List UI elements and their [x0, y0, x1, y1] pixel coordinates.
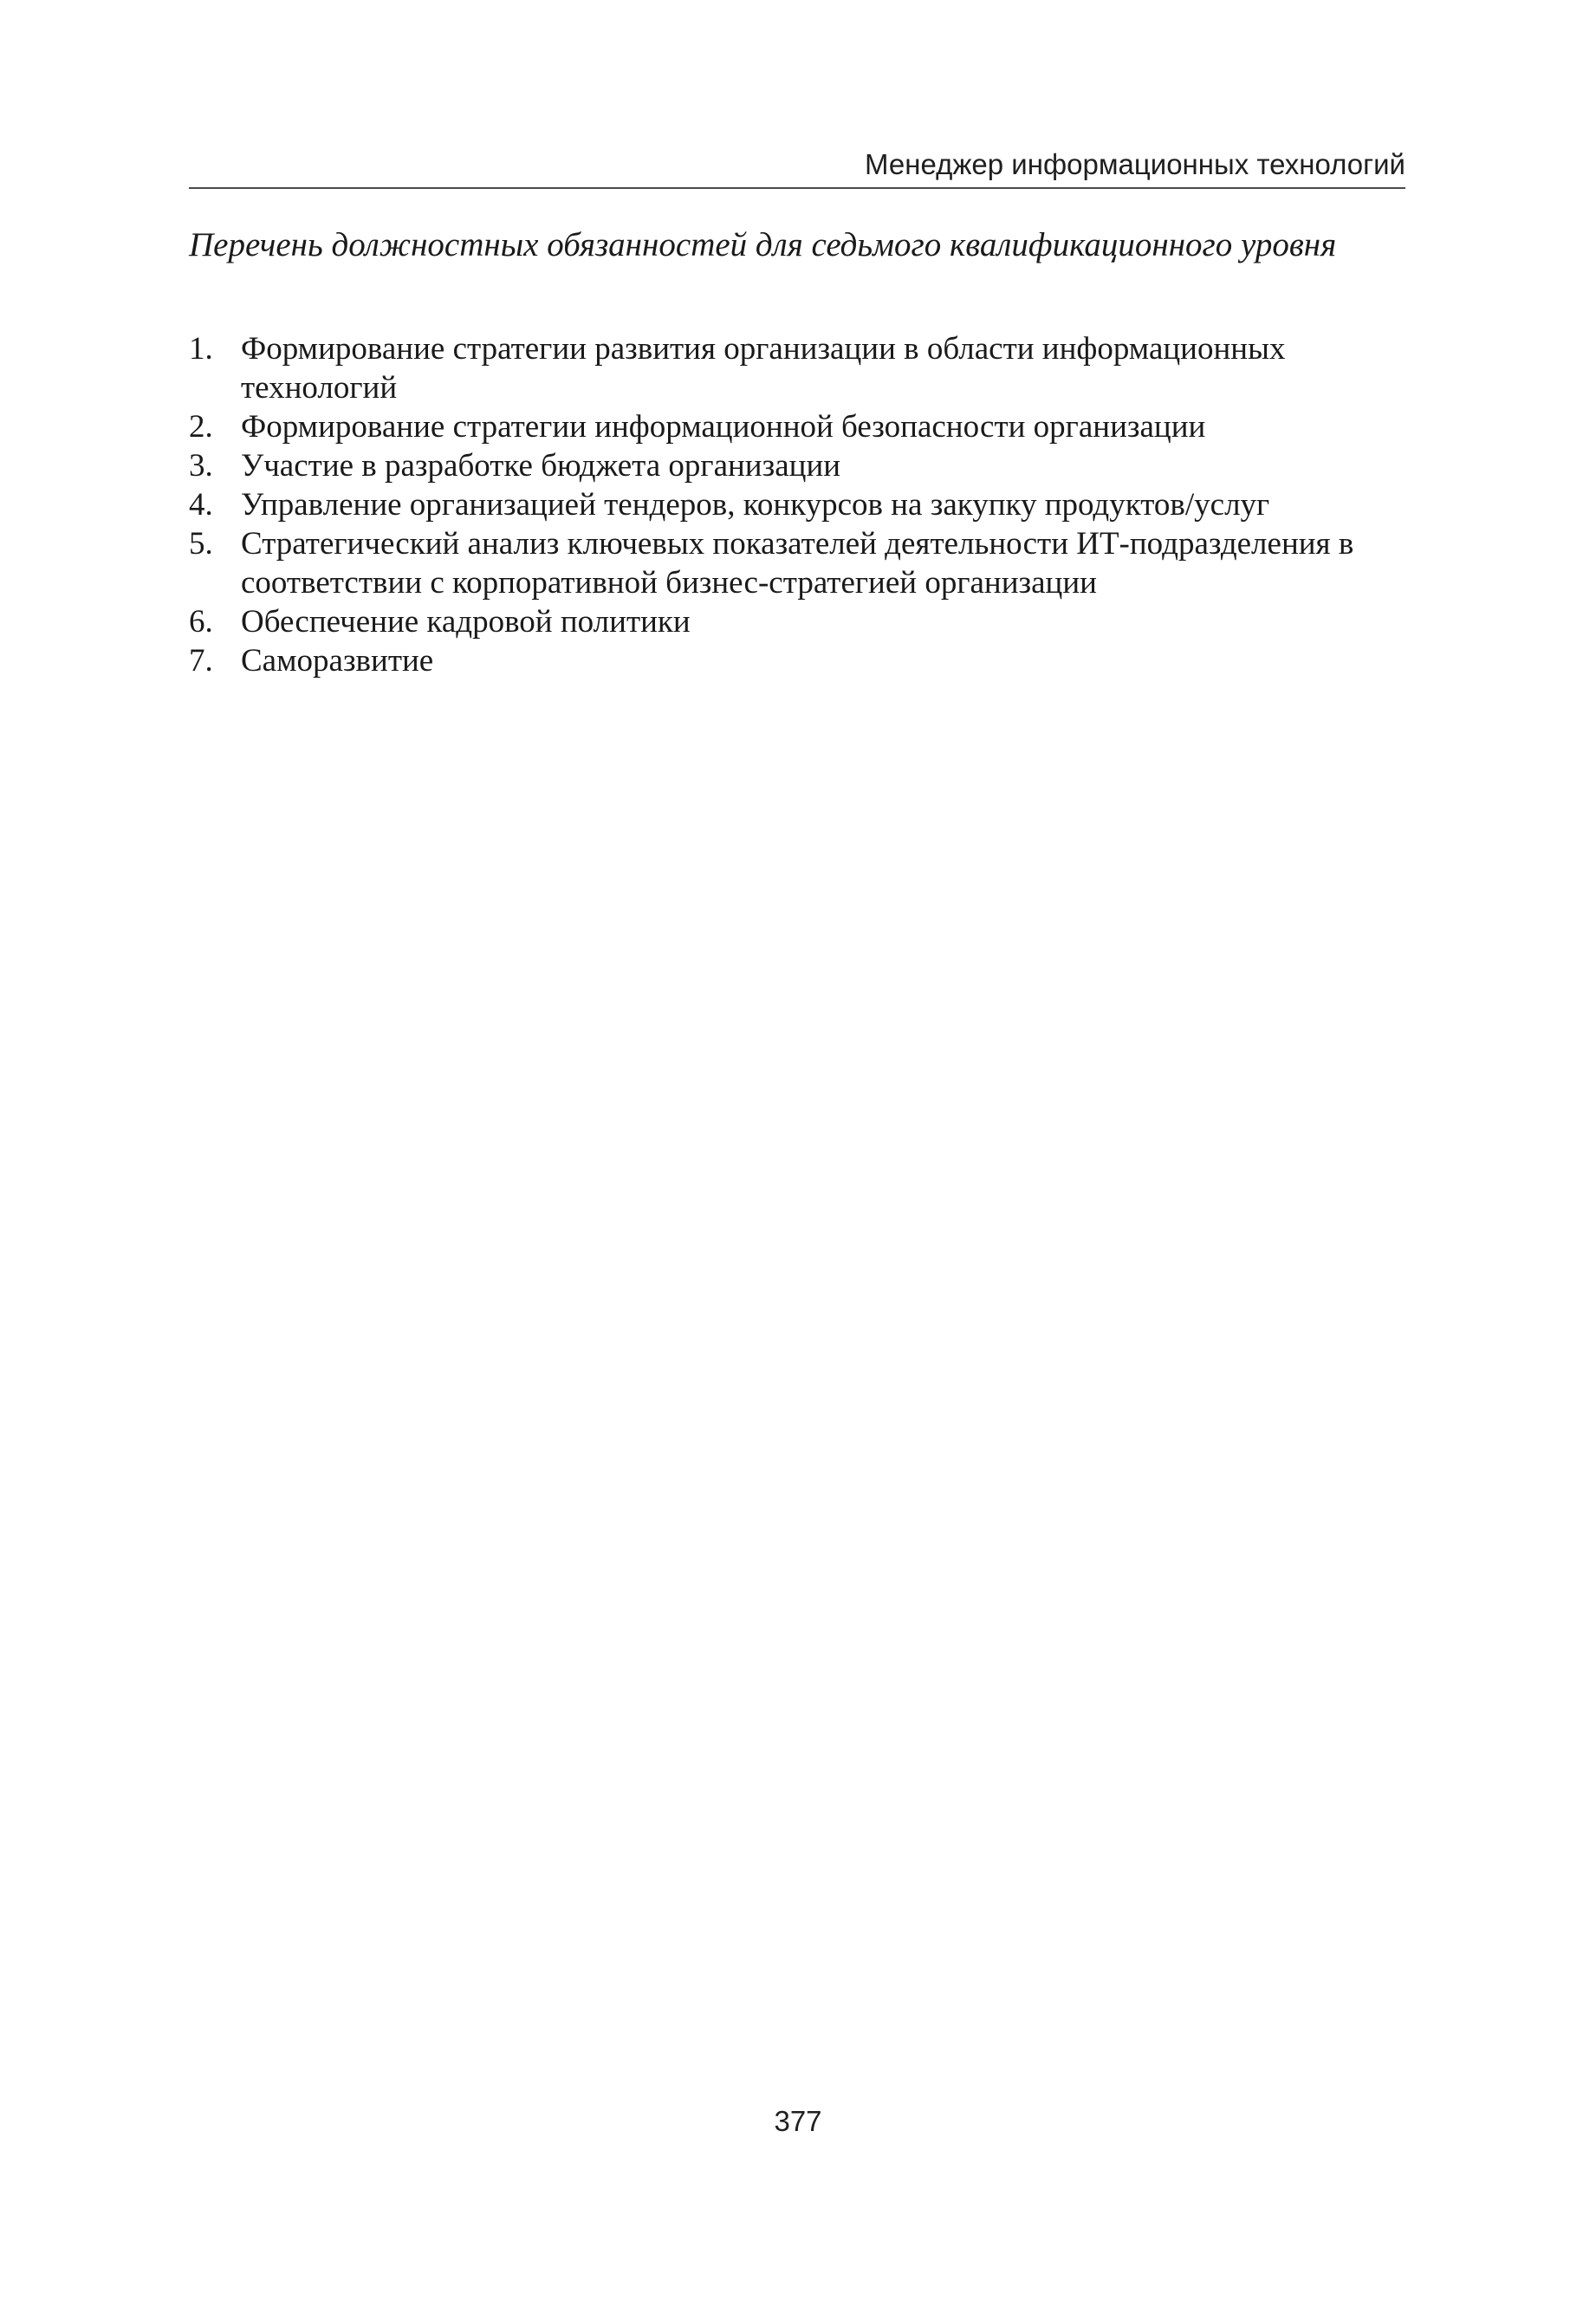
- list-item-number: 7.: [189, 643, 213, 679]
- page-number: 377: [774, 2105, 822, 2137]
- header-divider: [189, 187, 1405, 189]
- list-item-number: 4.: [189, 487, 213, 523]
- section-heading: Перечень должностных обязанностей для седьмого квалификационного уровня: [189, 226, 1337, 263]
- running-header: Менеджер информационных технологий: [865, 148, 1405, 180]
- list-item-number: 6.: [189, 604, 213, 640]
- list-item: [189, 602, 1405, 641]
- list-item-text: Обеспечение кадровой политики: [241, 604, 691, 640]
- list-item-number: 3.: [189, 448, 213, 484]
- list-item: [189, 329, 1405, 407]
- list-item: [189, 485, 1405, 524]
- list-item-text: Формирование стратегии информационной безопасности организации: [241, 409, 1206, 445]
- list-item-text: Управление организацией тендеров, конкурсов на закупку продуктов/услуг: [241, 487, 1270, 523]
- duties-list: [189, 329, 1405, 680]
- list-item-text: Участие в разработке бюджета организации: [241, 448, 841, 484]
- list-item: [189, 524, 1405, 602]
- list-item-number: 2.: [189, 409, 213, 445]
- list-item-text: Саморазвитие: [241, 643, 434, 679]
- list-item: [189, 446, 1405, 485]
- list-item-text: Формирование стратегии развития организации в области информационных технологий: [241, 331, 1286, 406]
- list-item-text: Стратегический анализ ключевых показателей деятельности ИТ-подразделения в соответствии с корпоративной бизнес-стратегией организации: [241, 526, 1354, 601]
- list-item: [189, 641, 1405, 680]
- list-item-number: 1.: [189, 331, 213, 367]
- list-item-number: 5.: [189, 526, 213, 562]
- list-item: [189, 407, 1405, 446]
